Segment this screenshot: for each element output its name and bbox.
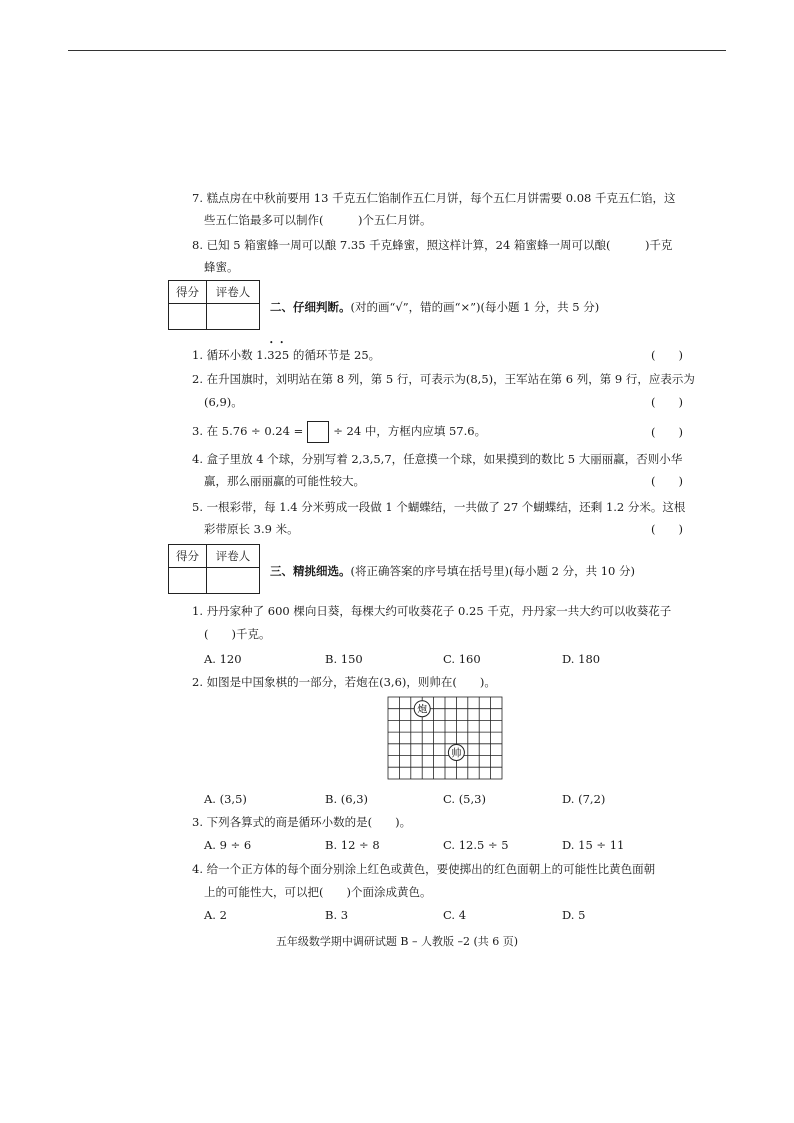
- header-rule: [68, 50, 726, 51]
- judge-question-5-line-2: 彩带原长 3.9 米。: [204, 522, 299, 536]
- choice-4-option-c[interactable]: C. 4: [443, 908, 467, 922]
- judge-question-5-line-1: 5. 一根彩带，每 1.4 分米剪成一段做 1 个蝴蝶结，一共做了 27 个蝴蝶结，还剩 1.2 分米。这根: [192, 500, 686, 514]
- section-3-instruction: (将正确答案的序号填在括号里)(每小题 2 分，共 10 分): [350, 564, 636, 578]
- choice-question-4-line-1: 4. 给一个正方体的每个面分别涂上红色或黄色，要使掷出的红色面朝上的可能性比黄色面朝: [192, 862, 656, 876]
- cannon-piece: [414, 701, 430, 717]
- choice-2-option-c[interactable]: C. (5,3): [443, 792, 486, 806]
- choice-4-option-b[interactable]: B. 3: [325, 908, 349, 922]
- section-2-heading: [270, 299, 599, 315]
- choice-question-1-line-1: 1. 丹丹家种了 600 棵向日葵，每棵大约可收葵花子 0.25 千克，丹丹家一共大约可以收葵花子: [192, 604, 672, 618]
- choice-4-option-d[interactable]: D. 5: [562, 908, 586, 922]
- choice-3-option-b[interactable]: B. 12 ÷ 8: [325, 838, 380, 852]
- score-box-section-2: [168, 280, 260, 330]
- section-3-title: 三、精挑细选。: [270, 564, 351, 578]
- choice-3-option-c[interactable]: C. 12.5 ÷ 5: [443, 838, 509, 852]
- judge-q3-text-post: ÷ 24 中，方框内应填 57.6。: [333, 424, 487, 438]
- choice-1-option-b[interactable]: B. 150: [325, 652, 363, 666]
- judge-q1-text-post: 的循环节是 25。: [289, 348, 381, 362]
- answer-paren-1[interactable]: ( ): [651, 348, 683, 362]
- choice-2-option-d[interactable]: D. (7,2): [562, 792, 606, 806]
- answer-paren-5[interactable]: ( ): [651, 522, 683, 536]
- judge-q1-text-pre: 1. 循环小数 1.: [192, 348, 268, 362]
- choice-1-option-d[interactable]: D. 180: [562, 652, 601, 666]
- choice-question-3: 3. 下列各算式的商是循环小数的是( )。: [192, 815, 412, 829]
- choice-4-option-a[interactable]: A. 2: [204, 908, 227, 922]
- section-3-heading: [270, 563, 635, 579]
- question-7-line-2: 些五仁馅最多可以制作( )个五仁月饼。: [204, 213, 432, 227]
- score-box-section-3: [168, 544, 260, 594]
- question-8-line-2: 蜂蜜。: [204, 260, 239, 274]
- chess-board-figure: [387, 696, 503, 780]
- judge-question-2-line-2: (6,9)。: [204, 395, 243, 409]
- general-label: 帅: [451, 748, 462, 760]
- choice-1-option-a[interactable]: A. 120: [204, 652, 242, 666]
- answer-paren-2[interactable]: ( ): [651, 395, 683, 409]
- score-label: 得分: [169, 545, 207, 568]
- score-cell[interactable]: [169, 304, 207, 329]
- answer-paren-4[interactable]: ( ): [651, 474, 683, 488]
- judge-q3-text-pre: 3. 在 5.76 ÷ 0.24 =: [192, 424, 304, 438]
- grader-label: 评卷人: [207, 281, 259, 304]
- choice-2-option-a[interactable]: A. (3,5): [204, 792, 247, 806]
- general-piece: [448, 745, 464, 761]
- page-footer: 五年级数学期中调研试题 B – 人教版 –2 (共 6 页): [275, 935, 519, 948]
- choice-question-1-line-2: ( )千克。: [204, 627, 271, 641]
- answer-paren-3[interactable]: ( ): [651, 425, 683, 439]
- choice-question-2: 2. 如图是中国象棋的一部分，若炮在(3,6)，则帅在( )。: [192, 675, 496, 689]
- judge-question-4-line-1: 4. 盒子里放 4 个球，分别写着 2,3,5,7，任意摸一个球，如果摸到的数比 5 大丽丽赢，否则小华: [192, 452, 683, 466]
- blank-box[interactable]: [307, 421, 329, 443]
- choice-3-option-d[interactable]: D. 15 ÷ 11: [562, 838, 625, 852]
- choice-3-option-a[interactable]: A. 9 ÷ 6: [204, 838, 252, 852]
- judge-question-1: [192, 347, 380, 363]
- score-label: 得分: [169, 281, 207, 304]
- judge-question-4-line-2: 赢，那么丽丽赢的可能性较大。: [204, 474, 365, 488]
- section-2-title: 二、仔细判断。: [270, 300, 351, 314]
- score-cell[interactable]: [169, 568, 207, 593]
- repeating-digits: • • 325: [267, 348, 289, 362]
- choice-question-4-line-2: 上的可能性大，可以把( )个面涂成黄色。: [204, 885, 432, 899]
- judge-question-3: [192, 421, 486, 443]
- question-8-line-1: 8. 已知 5 箱蜜蜂一周可以酿 7.35 千克蜂蜜，照这样计算，24 箱蜜蜂一周可以酿( )千克: [192, 238, 673, 252]
- cannon-label: 炮: [417, 704, 428, 716]
- question-7-line-1: 7. 糕点房在中秋前要用 13 千克五仁馅制作五仁月饼，每个五仁月饼需要 0.08 千克五仁馅，这: [192, 191, 676, 205]
- grader-label: 评卷人: [207, 545, 259, 568]
- choice-1-option-c[interactable]: C. 160: [443, 652, 481, 666]
- judge-question-2-line-1: 2. 在升国旗时，刘明站在第 8 列，第 5 行，可表示为(8,5)，王军站在第 6 列，第 9 行，应表示为: [192, 372, 695, 386]
- choice-2-option-b[interactable]: B. (6,3): [325, 792, 369, 806]
- section-2-instruction: (对的画“√”，错的画“×”)(每小题 1 分，共 5 分): [350, 300, 600, 314]
